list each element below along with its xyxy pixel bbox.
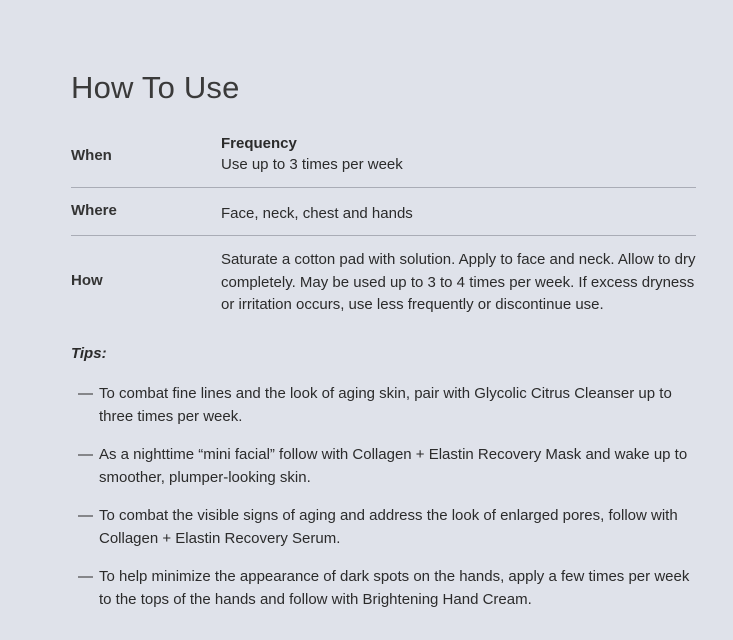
where-value: Face, neck, chest and hands	[221, 205, 413, 222]
tips-heading: Tips:	[71, 345, 107, 362]
usage-row-when	[71, 131, 696, 188]
when-value	[221, 133, 696, 175]
dash-bullet: —	[78, 385, 93, 402]
tip-item	[78, 505, 698, 550]
usage-row-how	[71, 236, 696, 326]
tip-item	[78, 566, 698, 611]
how-label: How	[71, 272, 103, 289]
usage-table	[71, 131, 696, 326]
usage-row-where	[71, 188, 696, 236]
tip-text: As a nighttime “mini facial” follow with Collagen + Elastin Recovery Mask and wake up to smoother, plumper-looking skin.	[99, 446, 688, 486]
tip-text: To combat fine lines and the look of aging skin, pair with Glycolic Citrus Cleanser up to three times per week.	[99, 385, 672, 425]
where-label: Where	[71, 202, 117, 219]
frequency-text: Use up to 3 times per week	[221, 156, 403, 173]
tip-item	[78, 444, 698, 489]
when-label: When	[71, 147, 112, 164]
dash-bullet: —	[78, 507, 93, 524]
dash-bullet: —	[78, 446, 93, 463]
tip-text: To combat the visible signs of aging and address the look of enlarged pores, follow with Collagen + Elastin Recovery Serum.	[99, 507, 678, 547]
page-title: How To Use	[71, 70, 240, 105]
tip-text: To help minimize the appearance of dark spots on the hands, apply a few times per week to the tops of the hands and follow with Brightening Hand Cream.	[99, 568, 690, 608]
how-value: Saturate a cotton pad with solution. Apply to face and neck. Allow to dry completely. May be used up to 3 to 4 times per week. If excess dryness or irritation occurs, use less frequently or discontinue use.	[221, 251, 696, 313]
frequency-heading: Frequency	[221, 135, 297, 152]
dash-bullet: —	[78, 568, 93, 585]
tips-list	[78, 383, 698, 627]
tip-item	[78, 383, 698, 428]
